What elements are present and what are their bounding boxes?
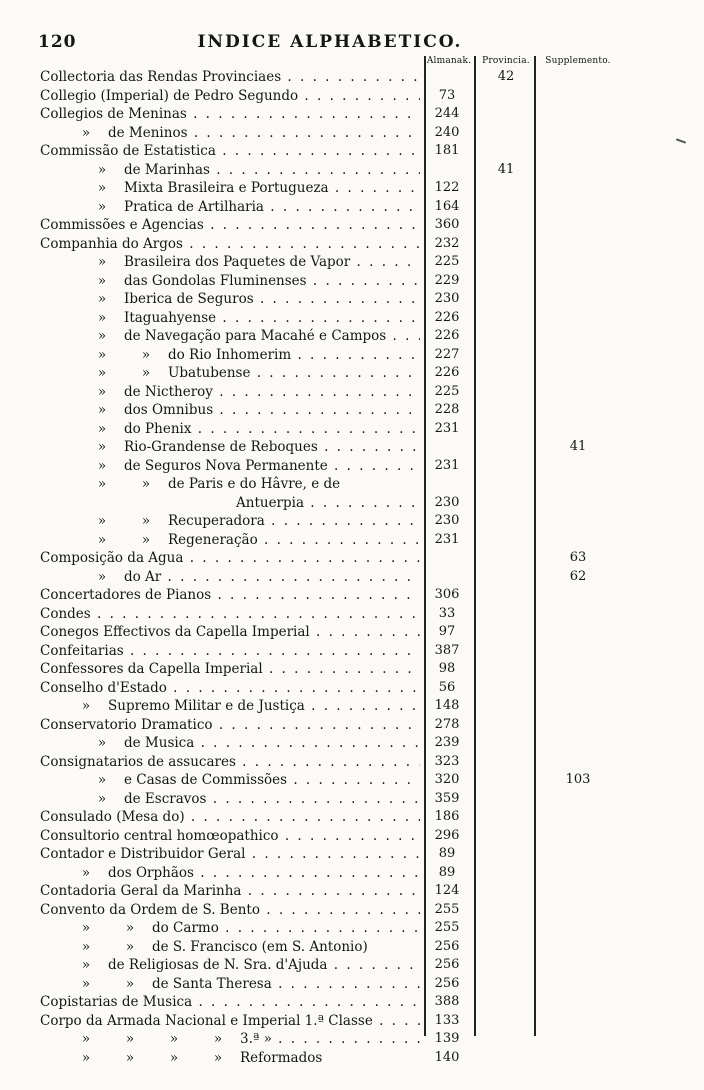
entry-label [40, 586, 420, 605]
index-entry-list [0, 68, 704, 1067]
entry-text: do Ar [124, 568, 162, 585]
ditto-mark: » [213, 1049, 223, 1066]
index-entry [0, 457, 704, 476]
almanak-page-number: 226 [434, 328, 460, 343]
entry-text: Conselho d'Estado [40, 679, 167, 696]
index-entry [0, 642, 704, 661]
almanak-page-number: 181 [434, 143, 460, 158]
entry-text: das Gondolas Fluminenses [124, 272, 307, 289]
entry-label [80, 290, 420, 309]
index-entry [0, 68, 704, 87]
almanak-page-number: 239 [434, 735, 460, 750]
almanak-page-number: 240 [434, 124, 460, 140]
entry-label [40, 716, 420, 735]
entry-text: Mixta Brasileira e Portugueza [124, 180, 329, 196]
ditto-mark: » [125, 1031, 135, 1047]
entry-text: Collectoria das Rendas Provinciaes [40, 69, 282, 85]
index-entry [0, 124, 704, 143]
ditto-mark: » [97, 457, 107, 474]
index-entry [0, 290, 704, 309]
entry-text: de S. Francisco (em S. Antonio) [152, 938, 368, 955]
ditto-mark: » [97, 254, 107, 270]
entry-label [40, 845, 420, 864]
index-entry [0, 919, 704, 938]
entry-label [40, 105, 420, 124]
almanak-page-number: 230 [434, 494, 460, 510]
almanak-page-number: 33 [438, 605, 456, 621]
ditto-mark: » [97, 513, 107, 529]
entry-text: Commissão de Estatistica [40, 143, 216, 159]
entry-text: Corpo da Armada Nacional e Imperial 1.ª Classe [40, 1012, 373, 1029]
almanak-page-number: 231 [434, 420, 460, 436]
almanak-page-number: 256 [434, 938, 460, 954]
entry-text: Concertadores de Pianos [40, 587, 212, 603]
almanak-page-number: 228 [434, 402, 460, 417]
entry-label [80, 438, 420, 457]
entry-text: Brasileira dos Paquetes de Vapor [124, 254, 351, 270]
entry-label [40, 68, 420, 87]
index-entry [0, 586, 704, 605]
index-entry [0, 531, 704, 550]
entry-label [80, 771, 420, 790]
entry-label [64, 697, 420, 716]
entry-text: de Meninos [108, 124, 188, 141]
entry-text: Contador e Distribuidor Geral [40, 846, 246, 862]
ditto-mark: » [141, 531, 151, 548]
almanak-page-number: 256 [434, 957, 460, 972]
entry-text: de Santa Theresa [152, 975, 272, 992]
ditto-mark: » [97, 328, 107, 344]
entry-text: Itaguahyense [124, 309, 217, 326]
column-header-supplemento: Supplemento. [545, 56, 611, 66]
entry-label [40, 753, 420, 772]
index-entry [0, 882, 704, 901]
index-entry [0, 827, 704, 846]
entry-label [40, 623, 420, 642]
entry-text: Rio-Grandense de Reboques [124, 439, 318, 455]
ditto-mark: » [125, 938, 135, 955]
entry-text: Antuerpia [236, 494, 305, 511]
entry-label [80, 198, 420, 217]
index-entry [0, 679, 704, 698]
entry-text: de Escravos [124, 790, 207, 807]
entry-label [64, 864, 420, 883]
entry-label [80, 568, 420, 587]
entry-label [236, 494, 420, 513]
entry-text: Pratica de Artilharia [124, 198, 264, 215]
entry-label [80, 327, 420, 346]
index-entry [0, 272, 704, 291]
entry-label [64, 975, 420, 994]
almanak-page-number: 227 [434, 346, 460, 362]
entry-text: de Nictheroy [124, 383, 213, 400]
ditto-mark: » [81, 1049, 91, 1066]
almanak-page-number: 359 [434, 790, 460, 806]
ditto-mark: » [97, 161, 107, 178]
almanak-page-number: 256 [434, 975, 460, 991]
almanak-page-number: 278 [434, 716, 460, 732]
almanak-page-number: 97 [438, 624, 456, 639]
index-entry [0, 697, 704, 716]
almanak-page-number: 296 [434, 827, 460, 843]
entry-label [40, 605, 420, 624]
entry-text: Contadoria Geral da Marinha [40, 883, 242, 899]
ditto-mark: » [97, 790, 107, 807]
entry-label [80, 420, 420, 439]
ditto-mark: » [141, 365, 151, 381]
index-entry [0, 734, 704, 753]
index-entry [0, 1030, 704, 1049]
index-entry [0, 845, 704, 864]
entry-label [40, 660, 420, 679]
entry-label [64, 956, 420, 975]
entry-text: de Paris e do Hâvre, e de [168, 476, 341, 492]
entry-text: Supremo Militar e de Justiça [108, 698, 305, 714]
entry-label [64, 1049, 420, 1068]
almanak-page-number: 244 [434, 106, 460, 121]
entry-text: 3.ª » [240, 1031, 272, 1047]
page-number: 120 [38, 32, 77, 52]
running-title: INDICE ALPHABETICO. [197, 32, 463, 52]
entry-text: do Carmo [152, 920, 219, 936]
almanak-page-number: 360 [434, 217, 460, 232]
ditto-mark: » [125, 1049, 135, 1066]
ditto-mark: » [97, 180, 107, 196]
almanak-page-number: 148 [434, 698, 460, 713]
ditto-mark: » [81, 124, 91, 141]
provincia-page-number: 41 [497, 161, 515, 177]
index-entry [0, 549, 704, 568]
ditto-mark: » [97, 420, 107, 437]
index-entry [0, 1049, 704, 1068]
entry-text: Commissões e Agencias [40, 217, 204, 233]
almanak-page-number: 255 [434, 901, 460, 917]
entry-text: de Musica [124, 735, 195, 751]
almanak-page-number: 225 [434, 254, 460, 269]
entry-label [64, 1030, 420, 1049]
entry-text: Conservatorio Dramatico [40, 716, 213, 733]
ditto-mark: » [97, 402, 107, 418]
ditto-mark: » [97, 383, 107, 400]
entry-label [40, 1012, 420, 1031]
index-entry [0, 993, 704, 1012]
almanak-page-number: 122 [434, 180, 460, 195]
entry-text: dos Omnibus [124, 402, 214, 418]
ditto-mark: » [97, 309, 107, 326]
entry-text: dos Orphãos [108, 864, 194, 881]
entry-label [80, 309, 420, 328]
almanak-page-number: 186 [434, 809, 460, 824]
entry-label [80, 346, 420, 365]
index-entry [0, 161, 704, 180]
entry-text: Collegio (Imperial) de Pedro Segundo [40, 87, 299, 104]
almanak-page-number: 98 [438, 661, 456, 676]
ditto-mark: » [97, 568, 107, 585]
entry-text: Consultorio central homœopathico [40, 827, 279, 844]
entry-label [80, 364, 420, 383]
entry-label [80, 161, 420, 180]
ditto-mark: » [169, 1031, 179, 1047]
almanak-page-number: 320 [434, 772, 460, 787]
entry-label [80, 272, 420, 291]
almanak-page-number: 226 [434, 309, 460, 325]
entry-text: Convento da Ordem de S. Bento [40, 901, 260, 918]
ditto-mark: » [97, 476, 107, 492]
entry-label [64, 124, 420, 143]
ditto-mark: » [97, 531, 107, 548]
entry-text: de Navegação para Macahé e Campos [124, 328, 387, 344]
almanak-page-number: 230 [434, 513, 460, 528]
entry-text: Consignatarios de assucares [40, 753, 236, 770]
almanak-page-number: 140 [434, 1049, 460, 1065]
almanak-page-number: 73 [438, 87, 456, 103]
entry-text: Recuperadora [168, 513, 265, 529]
almanak-page-number: 229 [434, 272, 460, 288]
index-entry [0, 790, 704, 809]
almanak-page-number: 232 [434, 235, 460, 251]
entry-label [40, 142, 420, 161]
entry-text: Reformados [240, 1049, 323, 1066]
entry-label [40, 901, 420, 920]
index-entry [0, 753, 704, 772]
index-entry [0, 346, 704, 365]
entry-text: Confessores da Capella Imperial [40, 661, 263, 677]
entry-label [40, 87, 420, 106]
entry-text: Composição da Agua [40, 550, 184, 566]
index-entry [0, 901, 704, 920]
index-entry [0, 864, 704, 883]
ditto-mark: » [81, 1031, 91, 1047]
index-entry [0, 938, 704, 957]
index-entry [0, 568, 704, 587]
index-entry [0, 420, 704, 439]
index-entry [0, 309, 704, 328]
entry-label [40, 549, 420, 568]
entry-label [80, 253, 420, 272]
entry-label [40, 679, 420, 698]
almanak-page-number: 230 [434, 291, 460, 306]
almanak-page-number: 139 [434, 1031, 460, 1046]
index-entry [0, 142, 704, 161]
index-entry [0, 438, 704, 457]
entry-label [40, 993, 420, 1012]
almanak-page-number: 164 [434, 198, 460, 214]
index-entry [0, 216, 704, 235]
index-entry [0, 771, 704, 790]
ditto-mark: » [97, 198, 107, 215]
ditto-mark: » [81, 864, 91, 881]
column-header-provincia: Provincia. [482, 56, 530, 66]
entry-label [40, 882, 420, 901]
index-entry [0, 494, 704, 513]
almanak-page-number: 89 [438, 864, 456, 880]
ditto-mark: » [97, 291, 107, 307]
ditto-mark: » [97, 365, 107, 381]
almanak-page-number: 133 [434, 1012, 460, 1028]
entry-text: Regeneração [168, 531, 258, 548]
almanak-page-number: 231 [434, 457, 460, 473]
entry-label [80, 457, 420, 476]
ditto-mark: » [81, 698, 91, 714]
almanak-page-number: 323 [434, 753, 460, 769]
entry-text: Conegos Effectivos da Capella Imperial [40, 624, 310, 640]
ditto-mark: » [97, 735, 107, 751]
ditto-mark: » [81, 938, 91, 955]
almanak-page-number: 124 [434, 883, 460, 898]
almanak-page-number: 388 [434, 994, 460, 1009]
entry-label [40, 642, 420, 661]
index-entry [0, 512, 704, 531]
index-entry [0, 198, 704, 217]
entry-text: e Casas de Commissões [124, 772, 288, 788]
index-entry [0, 105, 704, 124]
index-entry [0, 956, 704, 975]
entry-text: Condes [40, 605, 91, 622]
entry-text: de Seguros Nova Permanente [124, 457, 328, 474]
ditto-mark: » [81, 975, 91, 992]
entry-label [40, 827, 420, 846]
index-entry [0, 623, 704, 642]
entry-label [40, 808, 420, 827]
entry-text: Copistarias de Musica [40, 994, 193, 1010]
entry-label [80, 475, 420, 494]
supplemento-page-number: 62 [569, 568, 587, 584]
index-entry [0, 235, 704, 254]
ditto-mark: » [169, 1049, 179, 1066]
ditto-mark: » [213, 1031, 223, 1047]
ditto-mark: » [97, 272, 107, 289]
ditto-mark: » [125, 975, 135, 992]
index-entry [0, 1012, 704, 1031]
almanak-page-number: 226 [434, 365, 460, 380]
entry-text: Confeitarias [40, 642, 124, 659]
entry-label [64, 938, 420, 957]
index-entry [0, 87, 704, 106]
almanak-page-number: 231 [434, 531, 460, 547]
index-entry [0, 975, 704, 994]
entry-label [64, 919, 420, 938]
entry-text: de Marinhas [124, 161, 210, 178]
provincia-page-number: 42 [497, 69, 515, 84]
entry-text: do Rio Inhomerim [168, 346, 292, 363]
entry-text: de Religiosas de N. Sra. d'Ajuda [108, 957, 328, 973]
index-entry [0, 327, 704, 346]
entry-label [40, 216, 420, 235]
index-entry [0, 716, 704, 735]
index-entry [0, 179, 704, 198]
entry-label [80, 512, 420, 531]
entry-label [80, 401, 420, 420]
entry-label [80, 734, 420, 753]
almanak-page-number: 387 [434, 642, 460, 658]
index-entry [0, 660, 704, 679]
ditto-mark: » [125, 920, 135, 936]
index-entry [0, 475, 704, 494]
ditto-mark: » [97, 439, 107, 455]
supplemento-page-number: 41 [569, 439, 587, 454]
entry-text: Companhia do Argos [40, 235, 183, 252]
entry-text: Iberica de Seguros [124, 291, 254, 307]
entry-label [80, 383, 420, 402]
index-entry [0, 808, 704, 827]
ditto-mark: » [141, 513, 151, 529]
entry-text: Consulado (Mesa do) [40, 809, 185, 825]
almanak-page-number: 255 [434, 920, 460, 935]
ditto-mark: » [81, 920, 91, 936]
supplemento-page-number: 103 [565, 772, 591, 787]
index-entry [0, 364, 704, 383]
ditto-mark: » [81, 957, 91, 973]
supplemento-page-number: 63 [569, 550, 587, 565]
index-entry [0, 401, 704, 420]
entry-text: Ubatubense [168, 365, 251, 381]
index-entry [0, 383, 704, 402]
ditto-mark: » [97, 346, 107, 363]
entry-text: do Phenix [124, 420, 192, 437]
entry-text: Collegios de Meninas [40, 106, 187, 122]
almanak-page-number: 89 [438, 846, 456, 861]
entry-label [80, 790, 420, 809]
almanak-page-number: 306 [434, 587, 460, 602]
entry-label [40, 235, 420, 254]
almanak-page-number: 56 [438, 679, 456, 695]
column-header-almanak: Almanak. [426, 56, 472, 66]
index-entry [0, 253, 704, 272]
entry-label [80, 179, 420, 198]
entry-label [80, 531, 420, 550]
almanak-page-number: 225 [434, 383, 460, 399]
ditto-mark: » [97, 772, 107, 788]
ditto-mark: » [141, 476, 151, 492]
index-entry [0, 605, 704, 624]
ditto-mark: » [141, 346, 151, 363]
